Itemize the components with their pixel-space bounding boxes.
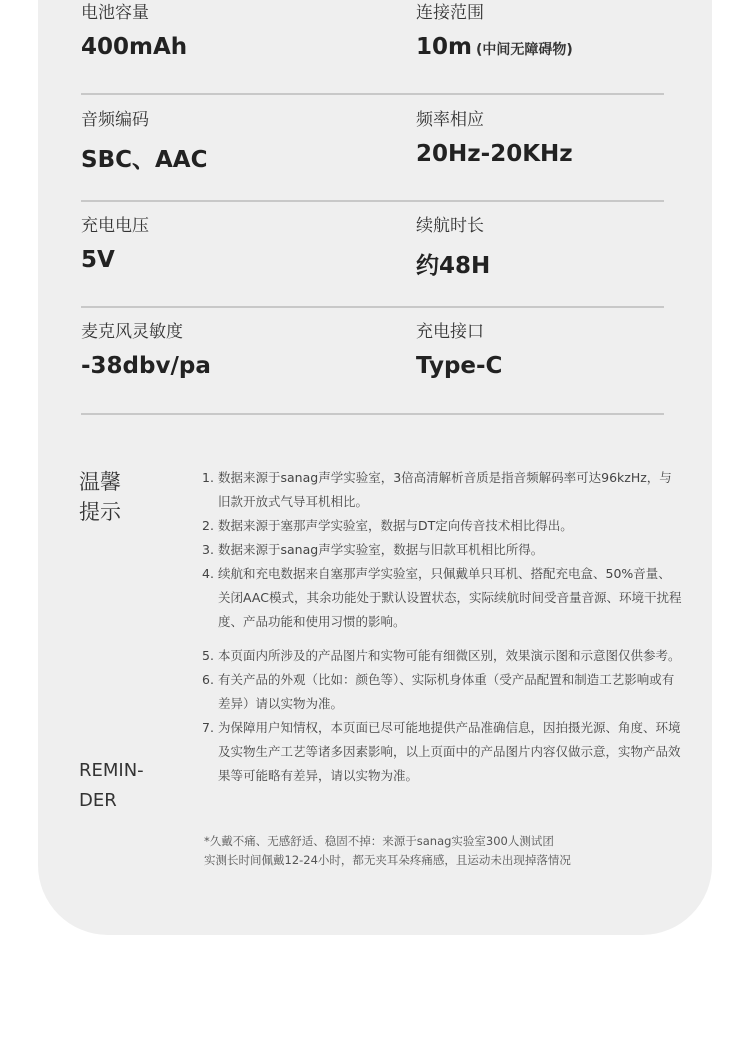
spec-value: 10m (中间无障碍物) [416,34,573,60]
reminder-label: REMIN- DER [79,760,144,811]
spec-label: 充电电压 [81,216,149,236]
spec-label: 电池容量 [81,3,149,23]
spec-label: 音频编码 [81,110,149,130]
note-item-3: 3. 数据来源于sanag声学实验室，数据与旧款耳机相比所得。 [202,542,544,557]
spec-value: SBC、AAC [81,147,208,173]
spec-row-3 [81,201,664,308]
spec-note: (中间无障碍物) [475,42,573,58]
tips-title: 温馨 提示 [79,470,121,524]
spec-label: 频率相应 [416,110,484,130]
note-item-2: 2. 数据来源于塞那声学实验室，数据与DT定向传音技术相比得出。 [202,518,573,533]
spec-value: 5V [81,247,115,273]
spec-label: 连接范围 [416,3,484,23]
spec-row-2 [81,95,664,202]
spec-label: 续航时长 [416,216,484,236]
note-item-4: 4. 续航和充电数据来自塞那声学实验室，只佩戴单只耳机、搭配充电盒、50%音量、关闭AAC模式，其余功能处于默认设置状态，实际续航时间受音量音源、环境干扰程度、产品功能和使用习惯的影响。 [202,566,682,629]
note-item-1: 1. 数据来源于sanag声学实验室，3倍高清解析音质是指音频解码率可达96kzHz，与旧款开放式气导耳机相比。 [202,470,672,509]
footnote: *久戴不痛、无感舒适、稳固不掉：来源于sanag实验室300人测试团 实测长时间佩戴12-24小时，都无夹耳朵疼痛感，且运动未出现掉落情况 [204,834,571,867]
spec-value: -38dbv/pa [81,353,211,379]
spec-value: 约48H [416,253,491,279]
spec-value: 400mAh [81,34,188,60]
note-item-6: 6. 有关产品的外观（比如：颜色等）、实际机身体重（受产品配置和制造工艺影响或有差异）请以实物为准。 [202,672,675,711]
spec-row-1 [81,0,664,95]
notes-list [202,466,682,788]
note-item-7: 7. 为保障用户知情权，本页面已尽可能地提供产品准确信息，因拍摄光源、角度、环境及实物生产工艺等诸多因素影响，以上页面中的产品图片内容仅做示意，实物产品效果等可能略有差异，请以实物为准。 [202,720,681,783]
spec-row-4 [81,307,664,415]
spec-value: 20Hz-20KHz [416,141,573,167]
spec-label: 充电接口 [416,322,484,342]
note-item-5: 5. 本页面内所涉及的产品图片和实物可能有细微区别，效果演示图和示意图仅供参考。 [202,648,681,663]
spec-value: Type-C [416,353,503,379]
spec-label: 麦克风灵敏度 [81,322,183,342]
